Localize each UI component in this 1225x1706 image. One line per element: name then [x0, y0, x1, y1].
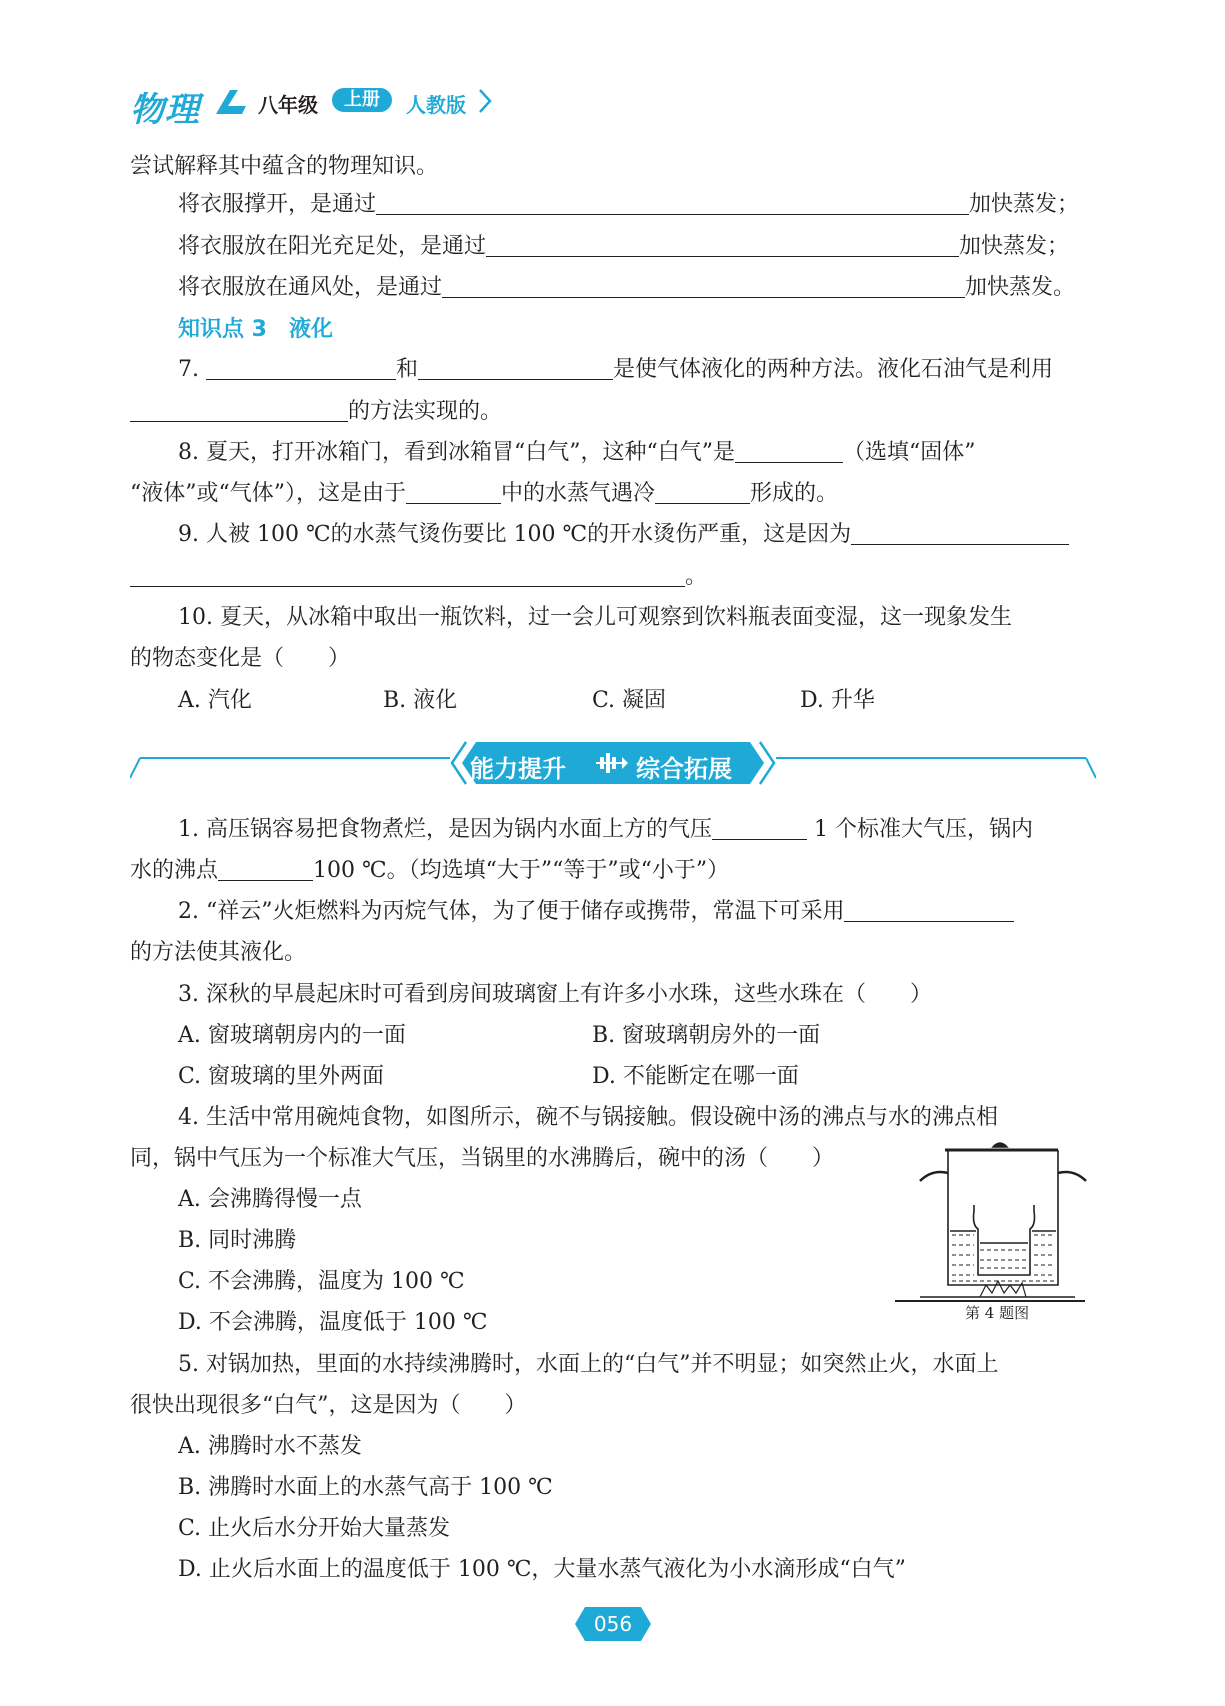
s-question-2 — [178, 897, 1014, 927]
section-title-right: 综合拓展 — [636, 755, 732, 783]
q10-option-c[interactable]: C. 凝固 — [592, 688, 667, 713]
brand-title: 物理 — [130, 90, 200, 130]
answer-blank[interactable] — [130, 564, 685, 587]
page-number — [575, 1605, 651, 1643]
s3-option-d[interactable]: D. 不能断定在哪一面 — [592, 1064, 799, 1089]
s4-option-d[interactable]: D. 不会沸腾，温度低于 100 ℃ — [178, 1310, 488, 1335]
s1-text: 1. 高压锅容易把食物煮烂，是因为锅内水面上方的气压 — [178, 817, 712, 842]
q10-option-a[interactable]: A. 汽化 — [178, 688, 252, 713]
evap-line-3-end: 加快蒸发。 — [965, 275, 1076, 300]
answer-blank[interactable] — [218, 858, 313, 881]
q8-hint: （选填“固体” — [842, 440, 976, 465]
s-question-4-cont: 同，锅中气压为一个标准大气压，当锅里的水沸腾后，碗中的汤（ ） — [130, 1146, 835, 1171]
q9-text: 9. 人被 100 ℃的水蒸气烫伤要比 100 ℃的开水烫伤严重，这是因为 — [178, 522, 852, 547]
question-9 — [178, 520, 1069, 550]
q8-end: 形成的。 — [750, 481, 839, 506]
q7-text: 是使气体液化的两种方法。液化石油气是利用 — [613, 357, 1054, 382]
q7-and: 和 — [396, 357, 419, 382]
answer-blank[interactable] — [486, 234, 959, 257]
brand-logo-icon — [212, 86, 248, 118]
evap-line-2-text: 将衣服放在阳光充足处，是通过 — [178, 234, 487, 259]
pot-and-bowl-figure — [880, 1135, 1100, 1305]
question-7 — [178, 355, 1053, 385]
s1-end: 100 ℃。（均选填“大于”“等于”或“小于”） — [313, 858, 730, 883]
q7-number: 7. — [178, 357, 199, 382]
page-number-text: 056 — [593, 1612, 633, 1636]
question-7-cont — [130, 397, 502, 427]
evap-line-2 — [178, 232, 1069, 262]
answer-blank[interactable] — [442, 275, 965, 298]
volume-badge: 上册 — [332, 88, 392, 112]
answer-blank[interactable] — [376, 192, 969, 215]
q8-text-3: 中的水蒸气遇冷 — [501, 481, 656, 506]
q10-option-d[interactable]: D. 升华 — [800, 688, 875, 713]
s3-option-c[interactable]: C. 窗玻璃的里外两面 — [178, 1064, 385, 1089]
chevron-right-icon — [478, 88, 494, 114]
s1-text-3: 水的沸点 — [130, 858, 219, 883]
s3-option-a[interactable]: A. 窗玻璃朝房内的一面 — [178, 1023, 406, 1048]
s-question-2-cont: 的方法使其液化。 — [130, 940, 307, 965]
answer-blank[interactable] — [655, 481, 750, 504]
q8-text: 8. 夏天，打开冰箱门，看到冰箱冒“白气”，这种“白气”是 — [178, 440, 735, 465]
question-9-cont — [130, 562, 707, 592]
q7-end: 的方法实现的。 — [348, 399, 503, 424]
q8-text-2: “液体”或“气体”），这是由于 — [130, 481, 406, 506]
s-question-4: 4. 生活中常用碗炖食物，如图所示，碗不与锅接触。假设碗中汤的沸点与水的沸点相 — [178, 1105, 998, 1130]
s4-option-c[interactable]: C. 不会沸腾，温度为 100 ℃ — [178, 1269, 465, 1294]
answer-blank[interactable] — [735, 440, 843, 463]
s-question-5-cont: 很快出现很多“白气”，这是因为（ ） — [130, 1393, 527, 1418]
s-question-5: 5. 对锅加热，里面的水持续沸腾时，水面上的“白气”并不明显；如突然止火，水面上 — [178, 1352, 999, 1377]
question-8 — [178, 438, 975, 468]
question-8-cont — [130, 479, 838, 509]
s2-text: 2. “祥云”火炬燃料为丙烷气体，为了便于储存或携带，常温下可采用 — [178, 899, 845, 924]
evap-line-1-end: 加快蒸发； — [969, 192, 1080, 217]
answer-blank[interactable] — [418, 357, 613, 380]
s-question-1 — [178, 815, 1033, 845]
evap-line-3 — [178, 273, 1075, 303]
s-question-3: 3. 深秋的早晨起床时可看到房间玻璃窗上有许多小水珠，这些水珠在（ ） — [178, 982, 932, 1007]
evap-line-1-text: 将衣服撑开，是通过 — [178, 192, 377, 217]
s5-option-a[interactable]: A. 沸腾时水不蒸发 — [178, 1434, 362, 1459]
answer-blank[interactable] — [712, 817, 807, 840]
figure-caption: 第 4 题图 — [965, 1304, 1030, 1322]
page-header — [130, 82, 530, 130]
s1-text-2: 1 个标准大气压，锅内 — [814, 817, 1033, 842]
section-title — [470, 749, 732, 784]
intro-text: 尝试解释其中蕴含的物理知识。 — [130, 154, 439, 179]
s-question-1-cont — [130, 856, 729, 886]
answer-blank[interactable] — [206, 357, 396, 380]
evap-line-2-end: 加快蒸发； — [959, 234, 1070, 259]
knowledge-point-heading: 知识点 3 液化 — [178, 317, 333, 342]
answer-blank[interactable] — [844, 899, 1014, 922]
evap-line-1 — [178, 190, 1079, 220]
s5-option-b[interactable]: B. 沸腾时水面上的水蒸气高于 100 ℃ — [178, 1475, 553, 1500]
answer-blank[interactable] — [406, 481, 501, 504]
s3-option-b[interactable]: B. 窗玻璃朝房外的一面 — [592, 1023, 821, 1048]
evap-line-3-text: 将衣服放在通风处，是通过 — [178, 275, 443, 300]
answer-blank[interactable] — [851, 522, 1069, 545]
q10-option-b[interactable]: B. 液化 — [383, 688, 458, 713]
s4-option-a[interactable]: A. 会沸腾得慢一点 — [178, 1187, 362, 1212]
answer-blank[interactable] — [130, 399, 348, 422]
s5-option-c[interactable]: C. 止火后水分开始大量蒸发 — [178, 1516, 451, 1541]
question-10-cont: 的物态变化是（ ） — [130, 646, 351, 671]
edition-label: 人教版 — [406, 93, 466, 117]
section-title-left: 能力提升 — [470, 755, 566, 783]
question-10: 10. 夏天，从冰箱中取出一瓶饮料，过一会儿可观察到饮料瓶表面变湿，这一现象发生 — [178, 605, 1012, 630]
s4-option-b[interactable]: B. 同时沸腾 — [178, 1228, 297, 1253]
s5-option-d[interactable]: D. 止火后水面上的温度低于 100 ℃，大量水蒸气液化为小水滴形成“白气” — [178, 1557, 906, 1582]
grade-label: 八年级 — [258, 93, 318, 117]
q9-end: 。 — [685, 564, 708, 589]
